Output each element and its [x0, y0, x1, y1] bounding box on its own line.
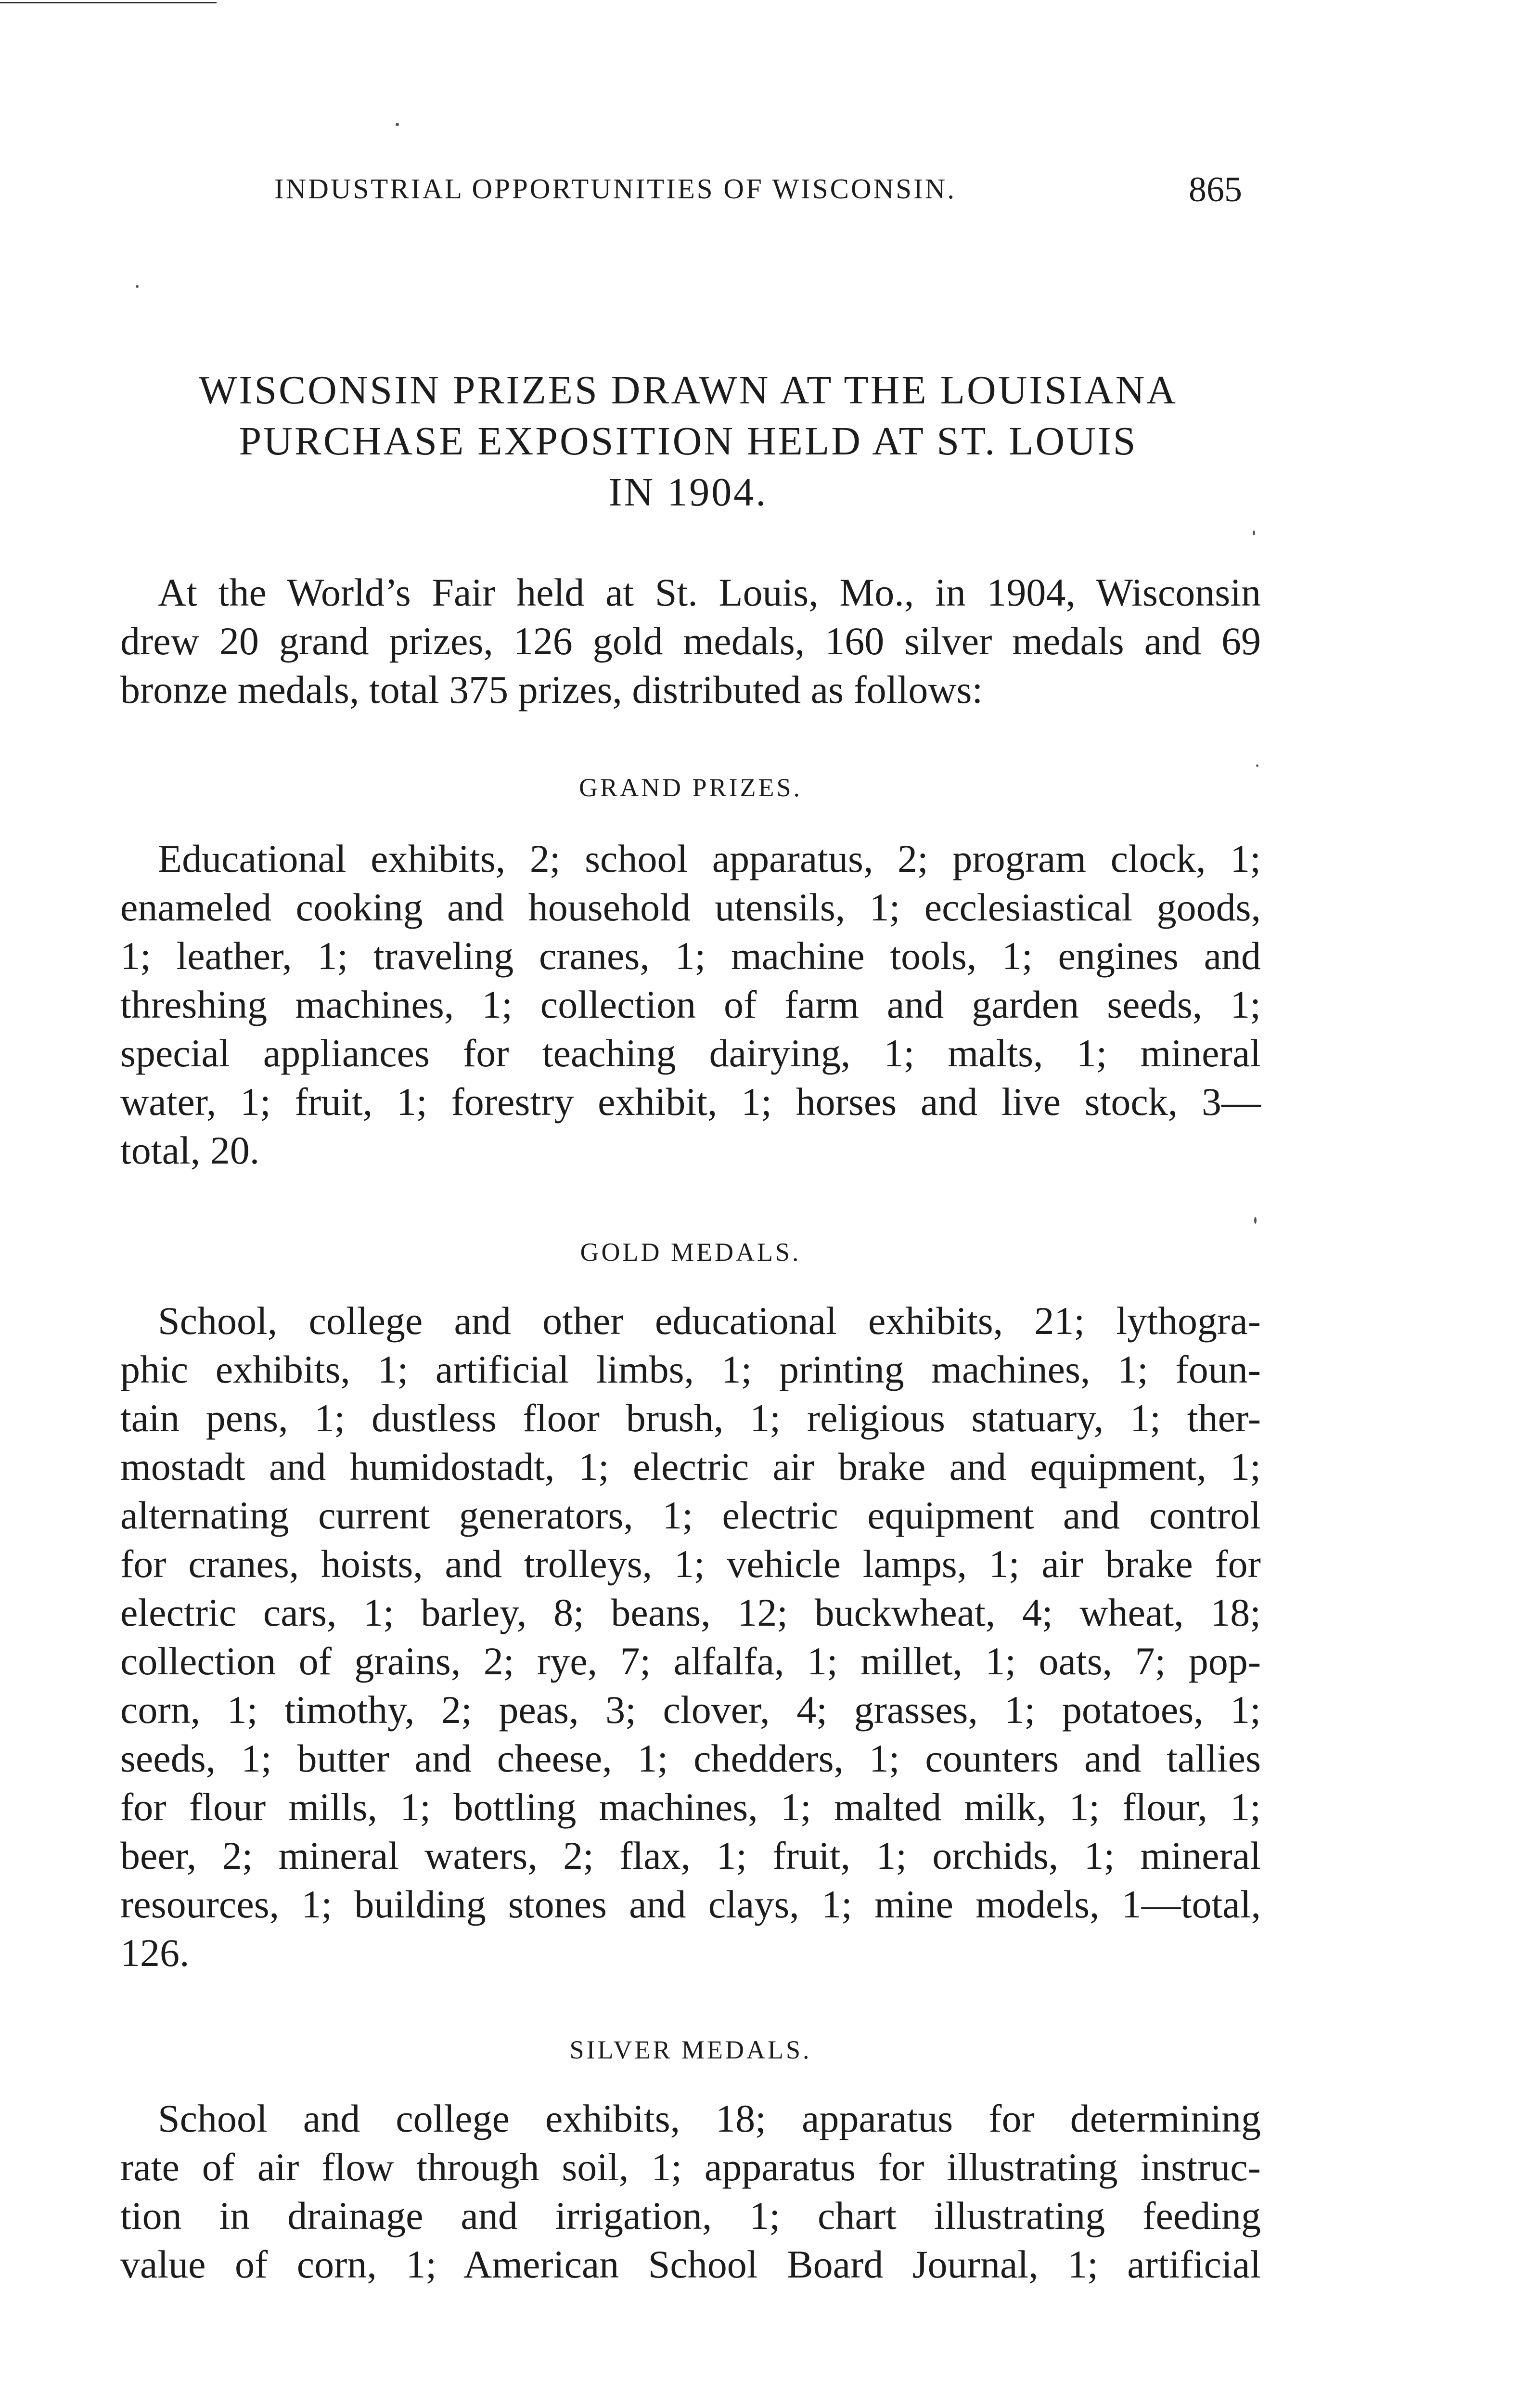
text-line: collection of grains, 2; rye, 7; alfalfa, 1; millet, 1; oats, 7; pop-	[120, 1639, 1261, 1683]
text-line: At the World’s Fair held at St. Louis, Mo., in 1904, Wisconsin	[158, 570, 1261, 614]
title-line: IN 1904.	[608, 470, 768, 515]
text-line: value of corn, 1; American School Board Journal, 1; artificial	[120, 2242, 1261, 2286]
title-line: PURCHASE EXPOSITION HELD AT ST. LOUIS	[239, 419, 1138, 464]
text-line: 1; leather, 1; traveling cranes, 1; machine tools, 1; engines and	[120, 934, 1261, 978]
page-number: 865	[1189, 170, 1242, 209]
text-line: Educational exhibits, 2; school apparatus, 2; program clock, 1;	[158, 837, 1261, 880]
intro-paragraph	[120, 568, 1261, 714]
grand-prizes-paragraph	[120, 834, 1261, 1175]
text-line: resources, 1; building stones and clays, 1; mine models, 1—total,	[120, 1882, 1261, 1926]
top-rule	[0, 2, 217, 3]
text-line: electric cars, 1; barley, 8; beans, 12; buckwheat, 4; wheat, 18;	[120, 1591, 1261, 1634]
text-line: total, 20.	[120, 1128, 260, 1172]
gold-medals-paragraph	[120, 1296, 1261, 1977]
text-line: rate of air flow through soil, 1; apparatus for illustrating instruc-	[120, 2145, 1261, 2189]
text-line: for flour mills, 1; bottling machines, 1; malted milk, 1; flour, 1;	[120, 1785, 1261, 1829]
gold-medals-heading: GOLD MEDALS.	[580, 1238, 801, 1267]
text-line: 126.	[120, 1931, 190, 1975]
running-head: INDUSTRIAL OPPORTUNITIES OF WISCONSIN.	[274, 173, 957, 205]
text-line: mostadt and humidostadt, 1; electric air brake and equipment, 1;	[120, 1445, 1261, 1488]
text-line: for cranes, hoists, and trolleys, 1; vehicle lamps, 1; air brake for	[120, 1542, 1261, 1586]
grand-prizes-heading: GRAND PRIZES.	[578, 773, 803, 802]
text-line: alternating current generators, 1; electric equipment and control	[120, 1493, 1261, 1537]
page-title	[120, 365, 1256, 518]
text-line: seeds, 1; butter and cheese, 1; chedders, 1; counters and tallies	[120, 1736, 1261, 1780]
paper-speck	[396, 123, 399, 126]
text-line: tain pens, 1; dustless floor brush, 1; religious statuary, 1; ther-	[120, 1396, 1261, 1440]
text-line: enameled cooking and household utensils, 1; ecclesiastical goods,	[120, 885, 1261, 929]
paper-speck	[1256, 764, 1258, 767]
paper-speck	[136, 285, 139, 288]
text-line: School, college and other educational exhibits, 21; lythogra-	[158, 1299, 1261, 1343]
silver-medals-heading: SILVER MEDALS.	[569, 2035, 812, 2064]
text-line: beer, 2; mineral waters, 2; flax, 1; fruit, 1; orchids, 1; mineral	[120, 1834, 1261, 1877]
text-line: special appliances for teaching dairying, 1; malts, 1; mineral	[120, 1031, 1261, 1075]
paper-speck	[1253, 531, 1255, 535]
text-line: School and college exhibits, 18; apparatus for determining	[158, 2096, 1261, 2140]
paper-speck	[1254, 1217, 1257, 1224]
text-line: water, 1; fruit, 1; forestry exhibit, 1; horses and live stock, 3—	[120, 1080, 1261, 1124]
text-line: drew 20 grand prizes, 126 gold medals, 160 silver medals and 69	[120, 619, 1261, 663]
text-line: threshing machines, 1; collection of farm and garden seeds, 1;	[120, 983, 1261, 1026]
text-line: bronze medals, total 375 prizes, distributed as follows:	[120, 668, 983, 712]
title-line: WISCONSIN PRIZES DRAWN AT THE LOUISIANA	[199, 368, 1178, 413]
text-line: corn, 1; timothy, 2; peas, 3; clover, 4; grasses, 1; potatoes, 1;	[120, 1688, 1261, 1732]
text-line: tion in drainage and irrigation, 1; chart illustrating feeding	[120, 2194, 1261, 2238]
text-line: phic exhibits, 1; artificial limbs, 1; printing machines, 1; foun-	[120, 1347, 1261, 1391]
silver-medals-paragraph	[120, 2094, 1261, 2289]
